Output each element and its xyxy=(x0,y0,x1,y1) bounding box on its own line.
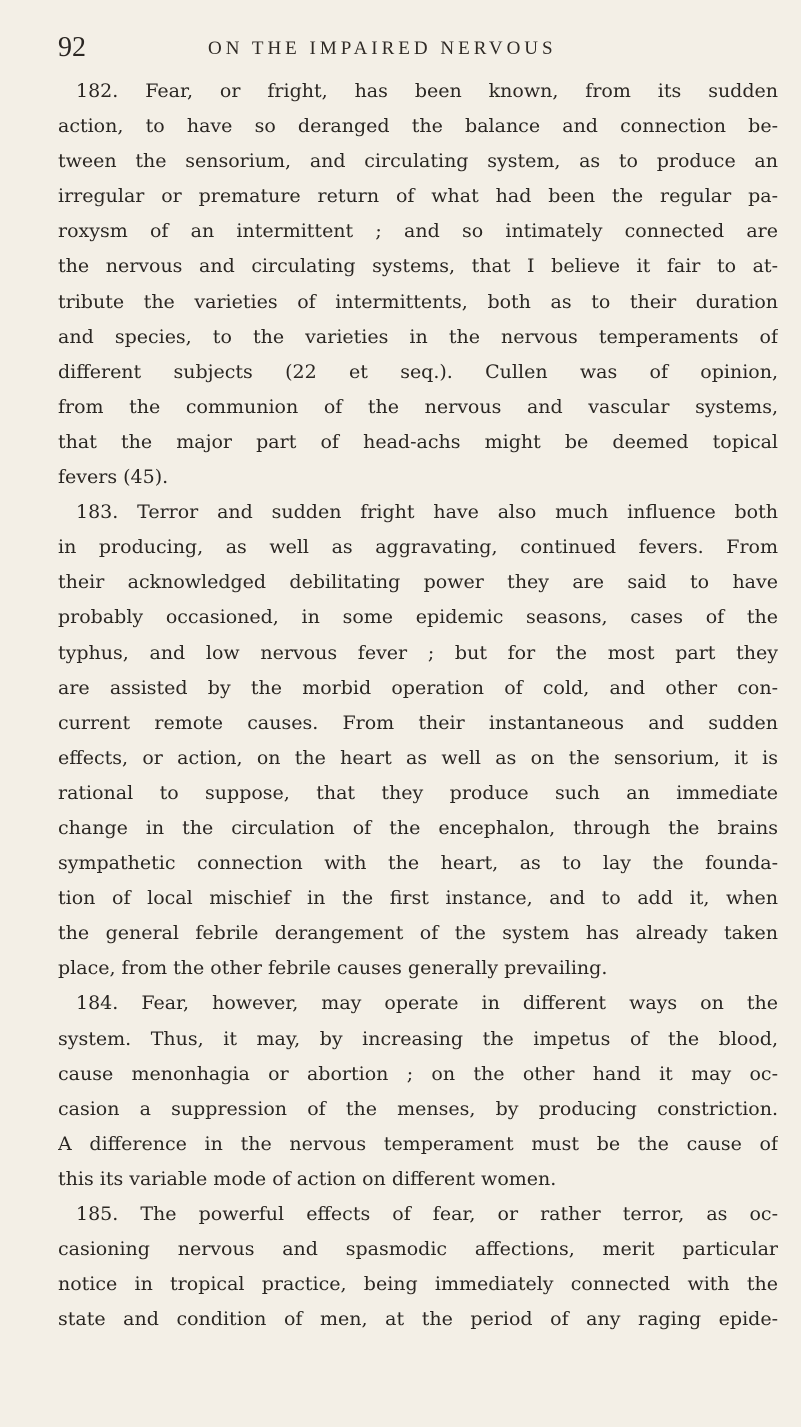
body-text xyxy=(58,74,778,1337)
text-line: typhus, and low nervous fever ; but for the most part they xyxy=(58,641,778,664)
text-line: current remote causes. From their instantaneous and sudden xyxy=(58,711,778,734)
text-line: casioning nervous and spasmodic affections, merit particular xyxy=(58,1238,778,1261)
text-line: state and condition of men, at the period of any raging epide- xyxy=(58,1308,778,1331)
text-line: system. Thus, it may, by increasing the impetus of the blood, xyxy=(58,1027,778,1050)
text-line: and species, to the varieties in the nervous temperaments of xyxy=(58,325,778,348)
text-line: 183. Terror and sudden fright have also much influence both xyxy=(76,501,778,524)
text-line: roxysm of an intermittent ; and so intimately connected are xyxy=(58,220,778,243)
text-line: are assisted by the morbid operation of cold, and other con- xyxy=(58,676,778,699)
text-line: rational to suppose, that they produce such an immediate xyxy=(58,781,778,804)
text-line: action, to have so deranged the balance and connection be- xyxy=(58,115,778,138)
text-line: cause menonhagia or abortion ; on the other hand it may oc- xyxy=(58,1062,778,1085)
text-line: sympathetic connection with the heart, as to lay the founda- xyxy=(58,852,778,875)
text-line: casion a suppression of the menses, by producing constriction. xyxy=(58,1097,778,1120)
text-line: the nervous and circulating systems, that I believe it fair to at- xyxy=(58,255,778,278)
text-line: tribute the varieties of intermittents, both as to their duration xyxy=(58,290,778,313)
text-line: different subjects (22 et seq.). Cullen was of opinion, xyxy=(58,360,778,383)
text-line: 185. The powerful effects of fear, or rather terror, as oc- xyxy=(76,1203,778,1225)
text-line: place, from the other febrile causes generally prevailing. xyxy=(58,957,608,980)
text-line: 182. Fear, or fright, has been known, from its sudden xyxy=(76,80,778,102)
text-line: this its variable mode of action on different women. xyxy=(58,1167,557,1190)
text-line: fevers (45). xyxy=(58,466,169,489)
text-line: tion of local mischief in the first instance, and to add it, when xyxy=(58,887,778,910)
page-number: 92 xyxy=(58,32,86,63)
text-line: their acknowledged debilitating power they are said to have xyxy=(58,571,778,594)
text-line: change in the circulation of the encephalon, through the brains xyxy=(58,816,778,839)
text-line: tween the sensorium, and circulating system, as to produce an xyxy=(58,150,778,173)
running-head: ON THE IMPAIRED NERVOUS xyxy=(208,38,557,59)
text-line: 184. Fear, however, may operate in different ways on the xyxy=(76,992,778,1015)
text-line: effects, or action, on the heart as well as on the sensorium, it is xyxy=(58,746,778,769)
text-line: from the communion of the nervous and vascular systems, xyxy=(58,395,778,418)
text-line: the general febrile derangement of the system has already taken xyxy=(58,922,778,945)
text-line: that the major part of head-achs might be deemed topical xyxy=(58,430,778,453)
text-line: in producing, as well as aggravating, continued fevers. From xyxy=(58,536,778,559)
text-line: notice in tropical practice, being immediately connected with the xyxy=(58,1273,778,1296)
text-line: A difference in the nervous temperament must be the cause of xyxy=(58,1132,778,1155)
page-header xyxy=(58,32,778,66)
text-line: probably occasioned, in some epidemic seasons, cases of the xyxy=(58,606,778,629)
text-line: irregular or premature return of what had been the regular pa- xyxy=(58,185,778,208)
